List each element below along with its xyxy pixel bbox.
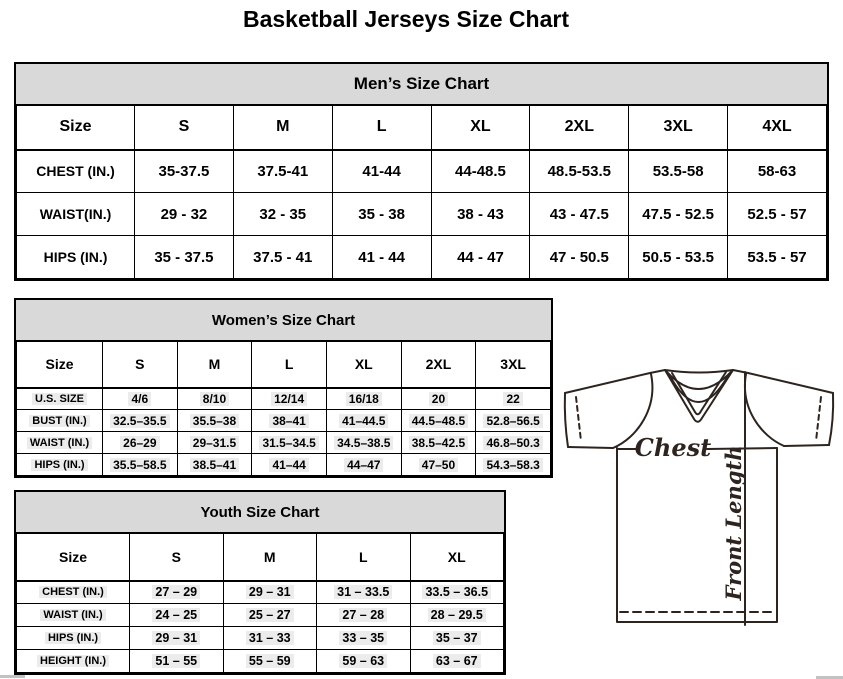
womens-size-chart	[14, 298, 553, 478]
jersey-right-sleeve-outer	[829, 393, 833, 445]
row-label: WAIST (IN.)	[17, 432, 103, 454]
value-cell: 34.5–38.5	[326, 432, 401, 454]
size-corner-header: Size	[17, 534, 130, 581]
row-label: WAIST (IN.)	[17, 604, 130, 627]
value-cell: 32 - 35	[233, 193, 332, 236]
value-cell: 55 – 59	[223, 650, 317, 673]
value-cell: 46.8–50.3	[476, 432, 551, 454]
row-label: HIPS (IN.)	[17, 454, 103, 476]
value-cell: 26–29	[103, 432, 178, 454]
row-label: CHEST (IN.)	[17, 581, 130, 604]
chest-label: Chest	[634, 433, 712, 462]
value-cell: 8/10	[177, 388, 252, 410]
size-column-header: S	[135, 106, 234, 150]
measurement-row	[17, 454, 551, 476]
jersey-right-shoulder	[733, 370, 833, 393]
value-cell: 25 – 27	[223, 604, 317, 627]
size-column-header: S	[103, 342, 178, 388]
value-cell: 35-37.5	[135, 150, 234, 193]
row-label: HIPS (IN.)	[17, 236, 135, 279]
value-cell: 41–44	[252, 454, 327, 476]
row-label: U.S. SIZE	[17, 388, 103, 410]
size-column-header: XL	[326, 342, 401, 388]
size-column-header: S	[130, 534, 224, 581]
value-cell: 38.5–41	[177, 454, 252, 476]
size-column-header: 4XL	[728, 106, 827, 150]
jersey-left-sleeve-outer	[565, 393, 568, 447]
row-label: HEIGHT (IN.)	[17, 650, 130, 673]
value-cell: 38 - 43	[431, 193, 530, 236]
size-column-header: 3XL	[629, 106, 728, 150]
row-label: BUST (IN.)	[17, 410, 103, 432]
jersey-right-armhole	[745, 374, 784, 446]
value-cell: 31 – 33.5	[317, 581, 411, 604]
measurement-row	[17, 236, 827, 279]
value-cell: 28 – 29.5	[410, 604, 504, 627]
value-cell: 29 - 32	[135, 193, 234, 236]
value-cell: 4/6	[103, 388, 178, 410]
value-cell: 38.5–42.5	[401, 432, 476, 454]
value-cell: 16/18	[326, 388, 401, 410]
value-cell: 41 - 44	[332, 236, 431, 279]
value-cell: 31.5–34.5	[252, 432, 327, 454]
value-cell: 37.5 - 41	[233, 236, 332, 279]
jersey-left-cuff-dashed	[576, 397, 581, 441]
value-cell: 29 – 31	[130, 627, 224, 650]
front-length-label: Front Length	[721, 445, 746, 601]
value-cell: 44 - 47	[431, 236, 530, 279]
youth-size-chart	[14, 490, 506, 675]
value-cell: 54.3–58.3	[476, 454, 551, 476]
value-cell: 47.5 - 52.5	[629, 193, 728, 236]
value-cell: 35 – 37	[410, 627, 504, 650]
value-cell: 31 – 33	[223, 627, 317, 650]
value-cell: 58-63	[728, 150, 827, 193]
value-cell: 29–31.5	[177, 432, 252, 454]
scrollbar-fragment-left[interactable]	[0, 675, 25, 678]
size-column-header: L	[332, 106, 431, 150]
row-label: HIPS (IN.)	[17, 627, 130, 650]
value-cell: 35.5–58.5	[103, 454, 178, 476]
value-cell: 51 – 55	[130, 650, 224, 673]
value-cell: 33.5 – 36.5	[410, 581, 504, 604]
value-cell: 63 – 67	[410, 650, 504, 673]
value-cell: 27 – 28	[317, 604, 411, 627]
size-header-row	[17, 342, 551, 388]
size-column-header: 2XL	[401, 342, 476, 388]
value-cell: 53.5 - 57	[728, 236, 827, 279]
measurement-row	[17, 627, 504, 650]
measurement-row	[17, 193, 827, 236]
womens-chart-title: Women’s Size Chart	[16, 300, 551, 341]
value-cell: 52.5 - 57	[728, 193, 827, 236]
size-header-row	[17, 106, 827, 150]
youth-chart-title: Youth Size Chart	[16, 492, 504, 533]
measurement-row	[17, 410, 551, 432]
value-cell: 53.5-58	[629, 150, 728, 193]
mens-chart-title: Men’s Size Chart	[16, 64, 827, 105]
value-cell: 44.5–48.5	[401, 410, 476, 432]
size-column-header: XL	[410, 534, 504, 581]
value-cell: 35 - 37.5	[135, 236, 234, 279]
value-cell: 20	[401, 388, 476, 410]
page-title: Basketball Jerseys Size Chart	[242, 6, 569, 32]
value-cell: 43 - 47.5	[530, 193, 629, 236]
value-cell: 47–50	[401, 454, 476, 476]
value-cell: 48.5-53.5	[530, 150, 629, 193]
value-cell: 50.5 - 53.5	[629, 236, 728, 279]
value-cell: 12/14	[252, 388, 327, 410]
size-column-header: M	[223, 534, 317, 581]
value-cell: 41-44	[332, 150, 431, 193]
row-label: WAIST(IN.)	[17, 193, 135, 236]
size-column-header: L	[317, 534, 411, 581]
value-cell: 44–47	[326, 454, 401, 476]
size-corner-header: Size	[17, 106, 135, 150]
size-column-header: 2XL	[530, 106, 629, 150]
measurement-row	[17, 581, 504, 604]
value-cell: 24 – 25	[130, 604, 224, 627]
size-column-header: XL	[431, 106, 530, 150]
value-cell: 38–41	[252, 410, 327, 432]
value-cell: 41–44.5	[326, 410, 401, 432]
jersey-right-sleeve-bottom	[784, 445, 829, 446]
jersey-left-shoulder	[565, 370, 665, 393]
measurement-row	[17, 604, 504, 627]
jersey-measurement-diagram	[555, 358, 843, 630]
value-cell: 29 – 31	[223, 581, 317, 604]
mens-size-chart	[14, 62, 829, 281]
value-cell: 27 – 29	[130, 581, 224, 604]
youth-size-table	[16, 533, 504, 673]
size-column-header: M	[233, 106, 332, 150]
row-label: CHEST (IN.)	[17, 150, 135, 193]
jersey-right-cuff-dashed	[816, 397, 821, 441]
measurement-row	[17, 650, 504, 673]
value-cell: 35.5–38	[177, 410, 252, 432]
size-column-header: L	[252, 342, 327, 388]
mens-size-table	[16, 105, 827, 279]
value-cell: 52.8–56.5	[476, 410, 551, 432]
value-cell: 59 – 63	[317, 650, 411, 673]
value-cell: 44-48.5	[431, 150, 530, 193]
size-column-header: M	[177, 342, 252, 388]
value-cell: 35 - 38	[332, 193, 431, 236]
size-corner-header: Size	[17, 342, 103, 388]
value-cell: 22	[476, 388, 551, 410]
value-cell: 32.5–35.5	[103, 410, 178, 432]
jersey-collar-top	[665, 370, 733, 373]
womens-size-table	[16, 341, 551, 476]
measurement-row	[17, 150, 827, 193]
value-cell: 33 – 35	[317, 627, 411, 650]
value-cell: 37.5-41	[233, 150, 332, 193]
measurement-row	[17, 388, 551, 410]
size-column-header: 3XL	[476, 342, 551, 388]
size-header-row	[17, 534, 504, 581]
value-cell: 47 - 50.5	[530, 236, 629, 279]
jersey-left-sleeve-bottom	[568, 447, 613, 448]
measurement-row	[17, 432, 551, 454]
